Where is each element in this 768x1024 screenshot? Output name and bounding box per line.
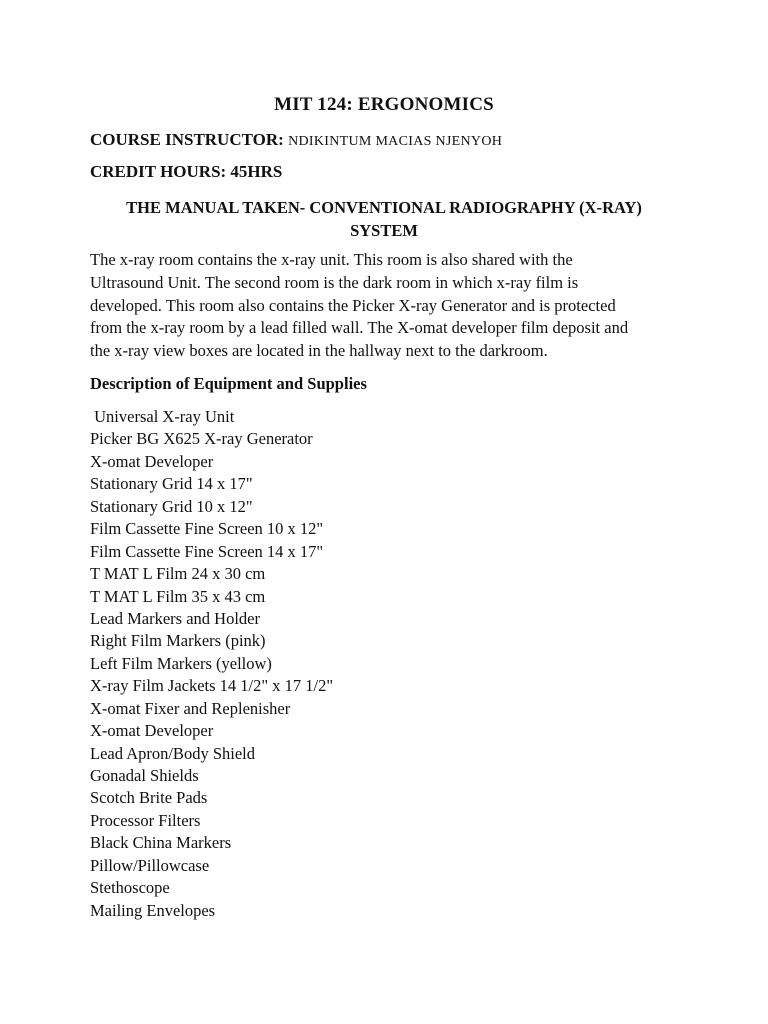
course-instructor-label: COURSE INSTRUCTOR: <box>90 130 284 149</box>
list-item: Mailing Envelopes <box>90 900 216 920</box>
paragraph-line: developed. This room also contains the Picker X-ray Generator and is protected <box>90 295 616 315</box>
list-item: Processor Filters <box>90 810 201 830</box>
equipment-list <box>90 406 333 922</box>
list-item: Picker BG X625 X-ray Generator <box>90 429 313 449</box>
list-item: Left Film Markers (yellow) <box>90 653 272 673</box>
list-item: Lead Apron/Body Shield <box>90 743 255 763</box>
list-item: Scotch Brite Pads <box>90 788 208 808</box>
list-item: Film Cassette Fine Screen 14 x 17" <box>90 541 324 561</box>
list-item: Pillow/Pillowcase <box>90 855 210 875</box>
list-item: Right Film Markers (pink) <box>90 631 266 651</box>
paragraph-line: the x-ray view boxes are located in the hallway next to the darkroom. <box>90 341 548 361</box>
list-item: Black China Markers <box>90 833 232 853</box>
list-item: X-omat Developer <box>90 721 214 741</box>
list-item: X-omat Developer <box>90 451 214 471</box>
manual-subtitle-line: SYSTEM <box>350 221 418 240</box>
credit-hours-line: CREDIT HOURS: 45HRS <box>90 162 283 181</box>
course-instructor-name: NDIKINTUM MACIAS NJENYOH <box>288 134 503 149</box>
paragraph-line: The x-ray room contains the x-ray unit. This room is also shared with the <box>90 250 573 269</box>
paragraph-line: from the x-ray room by a lead filled wall. The X-omat developer film deposit and <box>90 318 629 338</box>
list-item: Universal X-ray Unit <box>90 407 235 426</box>
room-description-paragraph <box>90 249 680 363</box>
manual-subtitle-line: THE MANUAL TAKEN- CONVENTIONAL RADIOGRAPHY (X-RAY) <box>126 198 642 217</box>
list-item: Lead Markers and Holder <box>90 608 260 628</box>
list-item: T MAT L Film 24 x 30 cm <box>90 564 266 584</box>
paragraph-line: Ultrasound Unit. The second room is the dark room in which x-ray film is <box>90 272 579 292</box>
list-item: Stationary Grid 10 x 12" <box>90 496 253 516</box>
list-item: Film Cassette Fine Screen 10 x 12" <box>90 519 324 539</box>
list-item: Stationary Grid 14 x 17" <box>90 474 253 494</box>
list-item: X-ray Film Jackets 14 1/2" x 17 1/2" <box>90 676 334 696</box>
list-item: T MAT L Film 35 x 43 cm <box>90 586 266 606</box>
course-instructor-line <box>90 130 502 152</box>
manual-subtitle <box>90 196 678 242</box>
equipment-section-heading: Description of Equipment and Supplies <box>90 374 367 393</box>
document-title: MIT 124: ERGONOMICS <box>274 94 494 115</box>
list-item: Stethoscope <box>90 878 170 898</box>
list-item: X-omat Fixer and Replenisher <box>90 698 291 718</box>
list-item: Gonadal Shields <box>90 766 199 785</box>
